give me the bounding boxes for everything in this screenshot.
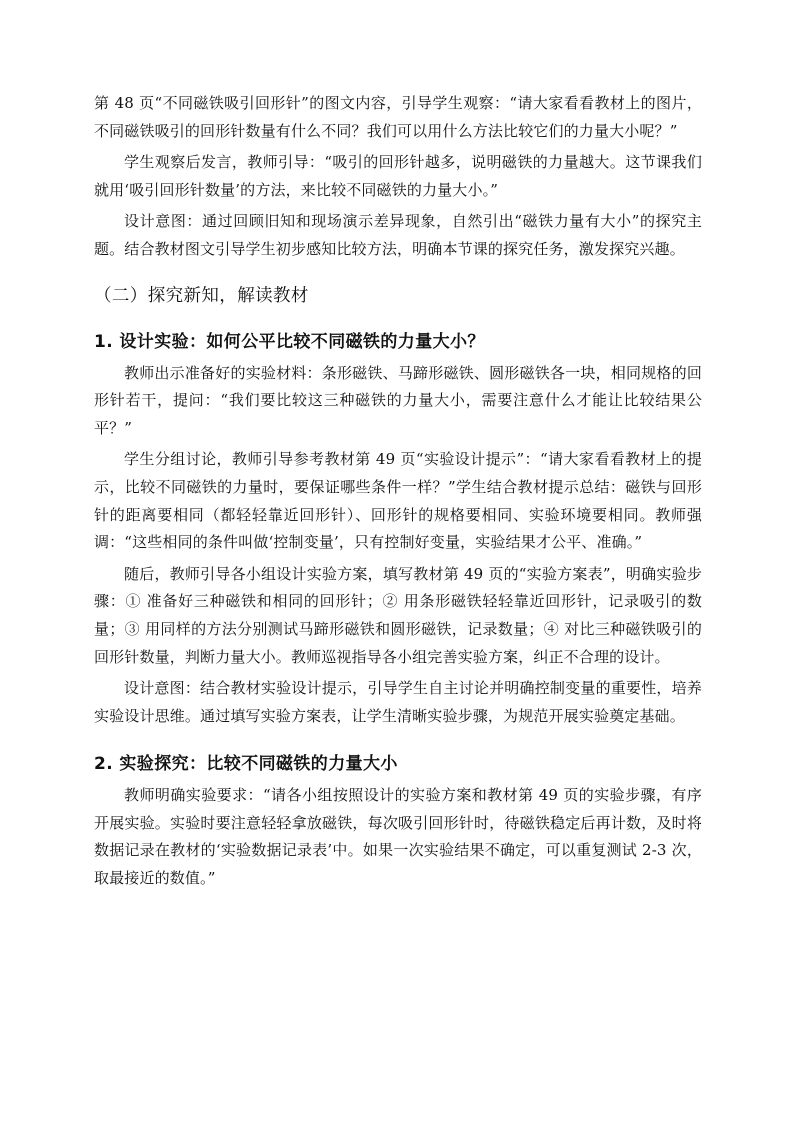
paragraph-student-discussion: 学生观察后发言，教师引导：“吸引的回形针越多，说明磁铁的力量越大。这节课我们就用‘吸引回形针数量’的方法，来比较不同磁铁的力量大小。”	[94, 153, 702, 199]
document-page	[94, 90, 702, 893]
paragraph-experiment-steps: 随后，教师引导各小组设计实验方案，填写教材第 49 页的“实验方案表”，明确实验步骤：① 准备好三种磁铁和相同的回形针；② 用条形磁铁轻轻靠近回形针，记录吸引的数量；③ 用同样的方法分别测试马蹄形磁铁和圆形磁铁，记录数量；④ 对比三种磁铁吸引的回形针数量，判断力量大小。教师巡视指导各小组完善实验方案，纠正不合理的设计。	[94, 564, 702, 666]
paragraph-control-variables: 学生分组讨论，教师引导参考教材第 49 页“实验设计提示”：“请大家看看教材上的提示，比较不同磁铁的力量时，要保证哪些条件一样？”学生结合教材提示总结：磁铁与回形针的距离要相同（都轻轻靠近回形针）、回形针的规格要相同、实验环境要相同。教师强调：“这些相同的条件叫做‘控制变量’，只有控制好变量，实验结果才公平、准确。”	[94, 450, 702, 552]
paragraph-experiment-requirements: 教师明确实验要求：“请各小组按照设计的实验方案和教材第 49 页的实验步骤，有序开展实验。实验时要注意轻轻拿放磁铁，每次吸引回形针时，待磁铁稳定后再计数，及时将数据记录在教材的‘实验数据记录表’中。如果一次实验结果不确定，可以重复测试 2-3 次，取最接近的数值。”	[94, 786, 702, 888]
section-heading-explore: （二）探究新知，解读教材	[94, 285, 309, 306]
subheading-experiment-inquiry: 2. 实验探究：比较不同磁铁的力量大小	[94, 754, 398, 775]
paragraph-design-intent-intro: 设计意图：通过回顾旧知和现场演示差异现象，自然引出“磁铁力量有大小”的探究主题。结合教材图文引导学生初步感知比较方法，明确本节课的探究任务，激发探究兴趣。	[94, 212, 702, 258]
subheading-design-experiment: 1. 设计实验：如何公平比较不同磁铁的力量大小？	[94, 331, 485, 352]
paragraph-design-intent-experiment: 设计意图：结合教材实验设计提示，引导学生自主讨论并明确控制变量的重要性，培养实验设计思维。通过填写实验方案表，让学生清晰实验步骤，为规范开展实验奠定基础。	[94, 679, 702, 725]
paragraph-observe-prompt: 第 48 页“不同磁铁吸引回形针”的图文内容，引导学生观察：“请大家看看教材上的图片，不同磁铁吸引的回形针数量有什么不同？我们可以用什么方法比较它们的力量大小呢？”	[94, 94, 702, 140]
paragraph-materials: 教师出示准备好的实验材料：条形磁铁、马蹄形磁铁、圆形磁铁各一块，相同规格的回形针若干，提问：“我们要比较这三种磁铁的力量大小，需要注意什么才能让比较结果公平？”	[94, 363, 702, 437]
